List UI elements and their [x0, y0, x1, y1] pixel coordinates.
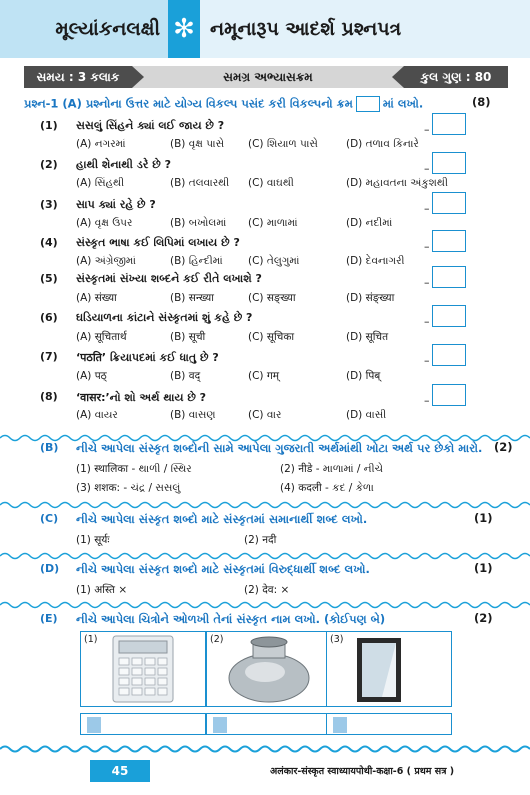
- answer-dash: –: [424, 276, 430, 289]
- section-b-item: (1) स्थालिका - થાળી / સ્થિર: [76, 463, 192, 475]
- q1-heading-text: પ્રશ્ન-1 (A) પ્રશ્નોના ઉત્તર માટે યોગ્ય વિકલ્પ પસંદ કરી વિકલ્પનો ક્રમ: [24, 96, 353, 111]
- answer-dash: –: [424, 240, 430, 253]
- answer-box[interactable]: [432, 305, 466, 327]
- header-right-title: નમૂનારૂપ આદર્શ પ્રશ્નપત્ર: [200, 0, 530, 58]
- pot-icon: [207, 632, 331, 706]
- picture-label: (1): [84, 634, 98, 645]
- option-b[interactable]: (B) હિન્દીમાં: [170, 255, 223, 267]
- option-d[interactable]: (D) संङ्ख्या: [346, 292, 395, 304]
- option-b[interactable]: (B) વાસણ: [170, 409, 216, 421]
- section-d-item: (2) देव: ×: [244, 584, 290, 596]
- option-b[interactable]: (B) વૃક્ષ પાસે: [170, 138, 225, 150]
- answer-box[interactable]: [432, 113, 466, 135]
- option-c[interactable]: (C) માળામાં: [248, 217, 298, 229]
- page-footer: [0, 752, 530, 795]
- section-c-text: નીચે આપેલા સંસ્કૃત શબ્દો માટે સંસ્કૃતમાં સમાનાર્થી શબ્દ લખો.: [76, 512, 368, 526]
- option-d[interactable]: (D) पिब्: [346, 370, 381, 382]
- inline-answer-box: [356, 96, 380, 112]
- answer-dash: –: [424, 315, 430, 328]
- section-d-item: (1) अस्ति ×: [76, 584, 128, 596]
- answer-dash: –: [424, 354, 430, 367]
- arrow-up-icon: [87, 717, 101, 733]
- picture-label: (2): [210, 634, 224, 645]
- info-bar: [24, 66, 508, 88]
- question-text: ‘वासर:’નો શો અર્થ થાય છે ?: [76, 391, 207, 404]
- answer-box[interactable]: [432, 266, 466, 288]
- question-text: સંસ્કૃત ભાષા કઈ લિપિમાં લખાય છે ?: [76, 236, 240, 249]
- section-b-text: નીચે આપેલા સંસ્કૃત શબ્દોની સામે આપેલા ગુજરાતી અર્થમાંથી ખોટા અર્થ પર છેકો મારો.: [76, 441, 483, 455]
- question-number: (2): [40, 158, 58, 171]
- question-text: સંસ્કૃતમાં સંખ્યા શબ્દને કઈ રીતે લખાશે ?: [76, 272, 262, 285]
- section-e-text: નીચે આપેલા ચિત્રોને ઓળખી તેનાં સંસ્કૃત નામ લખો. (કોઈપણ બે): [76, 612, 386, 626]
- page-header: [0, 0, 530, 58]
- total-marks-label: કુલ ગુણ : 80: [404, 66, 508, 88]
- section-b-item: (4) कदली - કદ / કેળા: [280, 482, 374, 494]
- arrow-up-icon: [213, 717, 227, 733]
- wave-divider: [0, 551, 530, 561]
- question-text: ઘડિયાળના કાંટાને સંસ્કૃતમાં શું કહે છે ?: [76, 311, 253, 324]
- option-b[interactable]: (B) તલવારથી: [170, 177, 230, 189]
- option-a[interactable]: (A) અંગ્રેજીમાં: [76, 255, 136, 267]
- option-d[interactable]: (D) મહાવતના અંકુશથી: [346, 177, 448, 189]
- section-d-marks: (1): [474, 561, 493, 575]
- option-c[interactable]: (C) તેલુગુમાં: [248, 255, 300, 267]
- header-left-title: મૂલ્યાંકનલક્ષી: [0, 0, 168, 58]
- option-d[interactable]: (D) નદીમાં: [346, 217, 393, 229]
- question-number: (3): [40, 198, 58, 211]
- question-number: (7): [40, 350, 58, 363]
- option-c[interactable]: (C) सङ्ख्या: [248, 292, 296, 304]
- option-c[interactable]: (C) વાર: [248, 409, 282, 421]
- answer-box[interactable]: [432, 230, 466, 252]
- answer-field[interactable]: [80, 713, 206, 735]
- answer-box[interactable]: [432, 384, 466, 406]
- option-d[interactable]: (D) सूचित: [346, 331, 389, 343]
- section-e-letter: (E): [40, 612, 58, 625]
- option-a[interactable]: (A) નગરમાં: [76, 138, 126, 150]
- arrow-up-icon: [333, 717, 347, 733]
- section-d-text: નીચે આપેલા સંસ્કૃત શબ્દો માટે સંસ્કૃતમાં વિરુદ્ધાર્થી શબ્દ લખો.: [76, 562, 370, 576]
- arrow-left-icon: [392, 66, 404, 88]
- option-c[interactable]: (C) सूचिका: [248, 331, 295, 343]
- question-number: (1): [40, 119, 58, 132]
- question-number: (5): [40, 272, 58, 285]
- question-number: (4): [40, 236, 58, 249]
- question-number: (8): [40, 390, 58, 403]
- section-c-item: (1) सूर्यः: [76, 534, 110, 546]
- answer-box[interactable]: [432, 192, 466, 214]
- option-b[interactable]: (B) सन्ख्या: [170, 292, 214, 304]
- option-d[interactable]: (D) તળાવ કિનારે: [346, 138, 419, 150]
- section-c-letter: (C): [40, 512, 59, 525]
- question-text: હાથી શેનાથી ડરે છે ?: [76, 158, 171, 171]
- section-c-marks: (1): [474, 511, 493, 525]
- section-b-marks: (2): [494, 440, 513, 454]
- footer-book-title: अलंकार-संस्कृत स्वाध्यायपोथी-कक्षा-6 ( प्रथम सत्र ): [270, 766, 455, 777]
- answer-dash: –: [424, 202, 430, 215]
- arrow-right-icon: [132, 66, 144, 88]
- answer-dash: –: [424, 394, 430, 407]
- question-text: સાપ ક્યાં રહે છે ?: [76, 198, 156, 211]
- answer-box[interactable]: [432, 344, 466, 366]
- option-c[interactable]: (C) વાઘથી: [248, 177, 294, 189]
- option-a[interactable]: (A) पठ्: [76, 370, 107, 382]
- option-d[interactable]: (D) દેવનાગરી: [346, 255, 405, 267]
- eraser-icon: [327, 632, 451, 706]
- picture-pot: [206, 631, 332, 707]
- option-a[interactable]: (A) संख्या: [76, 292, 117, 304]
- question-number: (6): [40, 311, 58, 324]
- answer-dash: –: [424, 162, 430, 175]
- wave-divider: [0, 500, 530, 510]
- calculator-icon: [81, 632, 205, 706]
- answer-box[interactable]: [432, 152, 466, 174]
- q1-marks: (8): [472, 95, 491, 109]
- syllabus-label: સમગ્ર અભ્યાસક્રમ: [144, 66, 392, 88]
- section-e-marks: (2): [474, 611, 493, 625]
- question-text: સસલું સિંહને ક્યાં લઈ જાય છે ?: [76, 119, 225, 132]
- option-a[interactable]: (A) સિંહથી: [76, 177, 125, 189]
- section-c-item: (2) नदी: [244, 534, 277, 546]
- section-b-item: (2) नीडे - માળામાં / નીચે: [280, 463, 384, 475]
- time-label: સમય : 3 કલાક: [24, 66, 132, 88]
- option-a[interactable]: (A) વૃક્ષ ઉપર: [76, 217, 133, 229]
- option-d[interactable]: (D) વાસી: [346, 409, 387, 421]
- picture-label: (3): [330, 634, 344, 645]
- option-c[interactable]: (C) गम्: [248, 370, 280, 382]
- section-b-item: (3) शशक: - ચંદ્ર / સસલું: [76, 482, 181, 494]
- q1-heading-tail: માં લખો.: [382, 96, 424, 111]
- picture-calculator: [80, 631, 206, 707]
- section-b-letter: (B): [40, 441, 59, 454]
- picture-eraser: [326, 631, 452, 707]
- option-a[interactable]: (A) વાયર: [76, 409, 118, 421]
- wave-divider: [0, 600, 530, 610]
- page-number: 45: [90, 760, 150, 782]
- section-d-letter: (D): [40, 562, 60, 575]
- answer-field[interactable]: [326, 713, 452, 735]
- option-c[interactable]: (C) શિયાળ પાસે: [248, 138, 318, 150]
- answer-dash: –: [424, 123, 430, 136]
- option-b[interactable]: (B) બખોલમાં: [170, 217, 227, 229]
- star-icon: ✻: [168, 0, 200, 58]
- q1-heading: [24, 96, 423, 112]
- option-a[interactable]: (A) सूचितार्थ: [76, 331, 127, 343]
- option-b[interactable]: (B) सूची: [170, 331, 206, 343]
- option-b[interactable]: (B) वद्: [170, 370, 201, 382]
- answer-field[interactable]: [206, 713, 332, 735]
- question-text: ‘पठति’ ક્રિયાપદમાં કઈ ધાતુ છે ?: [76, 351, 219, 364]
